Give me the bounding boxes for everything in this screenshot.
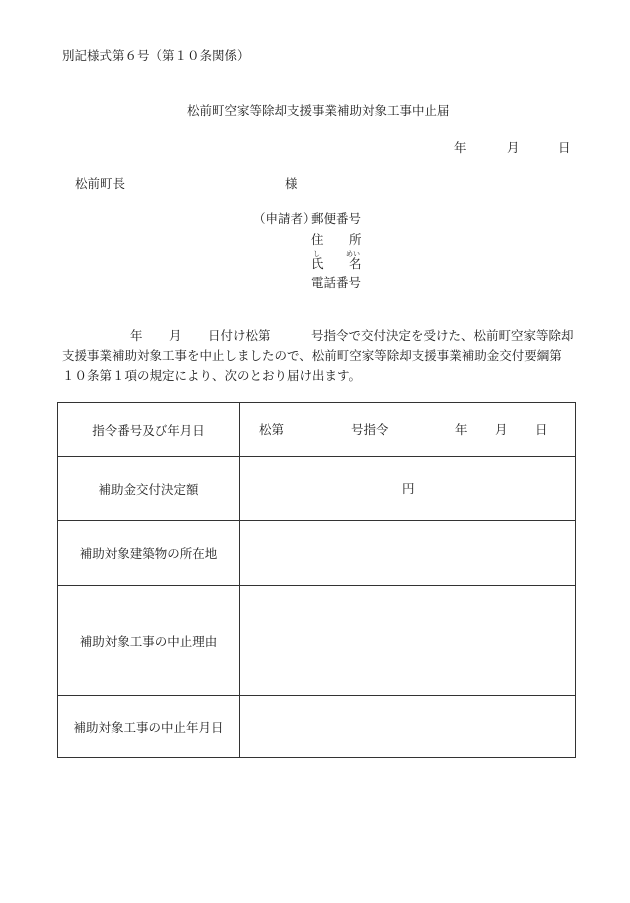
cancellation-reason-field[interactable] xyxy=(240,586,576,696)
table-row xyxy=(58,403,576,457)
order-number-label: 指令番号及び年月日 xyxy=(58,403,240,457)
address-label-char2: 所 xyxy=(349,232,362,247)
order-prefix: 松第 xyxy=(259,421,285,437)
postal-code-label: 郵便番号 xyxy=(311,211,362,226)
order-month-label: 月 xyxy=(495,421,508,437)
table-row xyxy=(58,521,576,586)
cancellation-date-label: 補助対象工事の中止年月日 xyxy=(58,696,240,758)
date-month-label: 月 xyxy=(507,140,520,155)
name-label-char2: 名 xyxy=(349,256,362,271)
addressee-name: 松前町長 xyxy=(75,176,126,191)
order-day-label: 日 xyxy=(535,421,548,437)
cancellation-reason-label: 補助対象工事の中止理由 xyxy=(58,586,240,696)
body-month: 月 xyxy=(169,328,182,343)
grant-amount-field[interactable] xyxy=(240,457,576,521)
name-ruby2: めい xyxy=(346,250,360,258)
name-ruby1: し xyxy=(313,250,320,258)
body-line2: 支援事業補助対象工事を中止しましたので、松前町空家等除却支援事業補助金交付要綱第 xyxy=(62,348,562,363)
name-label-char1: 氏 xyxy=(311,256,324,271)
applicant-label: （申請者） xyxy=(253,211,316,226)
table-row xyxy=(58,586,576,696)
building-location-field[interactable] xyxy=(240,521,576,586)
order-suffix: 号指令 xyxy=(351,421,389,437)
body-day-date: 日付け松第 xyxy=(208,328,271,343)
cancellation-date-field[interactable] xyxy=(240,696,576,758)
address-label-char1: 住 xyxy=(311,232,324,247)
table-row xyxy=(58,457,576,521)
body-year: 年 xyxy=(130,328,143,343)
phone-label: 電話番号 xyxy=(311,275,362,290)
date-year-label: 年 xyxy=(454,140,467,155)
body-line1-rest: 号指令で交付決定を受けた、松前町空家等除却 xyxy=(311,328,574,343)
order-year-label: 年 xyxy=(455,421,468,437)
document-title: 松前町空家等除却支援事業補助対象工事中止届 xyxy=(187,103,450,118)
yen-unit: 円 xyxy=(402,480,415,496)
order-number-field[interactable] xyxy=(240,403,576,457)
form-number: 別記様式第６号（第１０条関係） xyxy=(62,48,250,63)
addressee-honorific: 様 xyxy=(285,176,298,191)
date-day-label: 日 xyxy=(558,140,571,155)
notification-table xyxy=(57,402,576,758)
grant-amount-label: 補助金交付決定額 xyxy=(58,457,240,521)
table-row xyxy=(58,696,576,758)
body-line3: １０条第１項の規定により、次のとおり届け出ます。 xyxy=(62,368,362,383)
building-location-label: 補助対象建築物の所在地 xyxy=(58,521,240,586)
